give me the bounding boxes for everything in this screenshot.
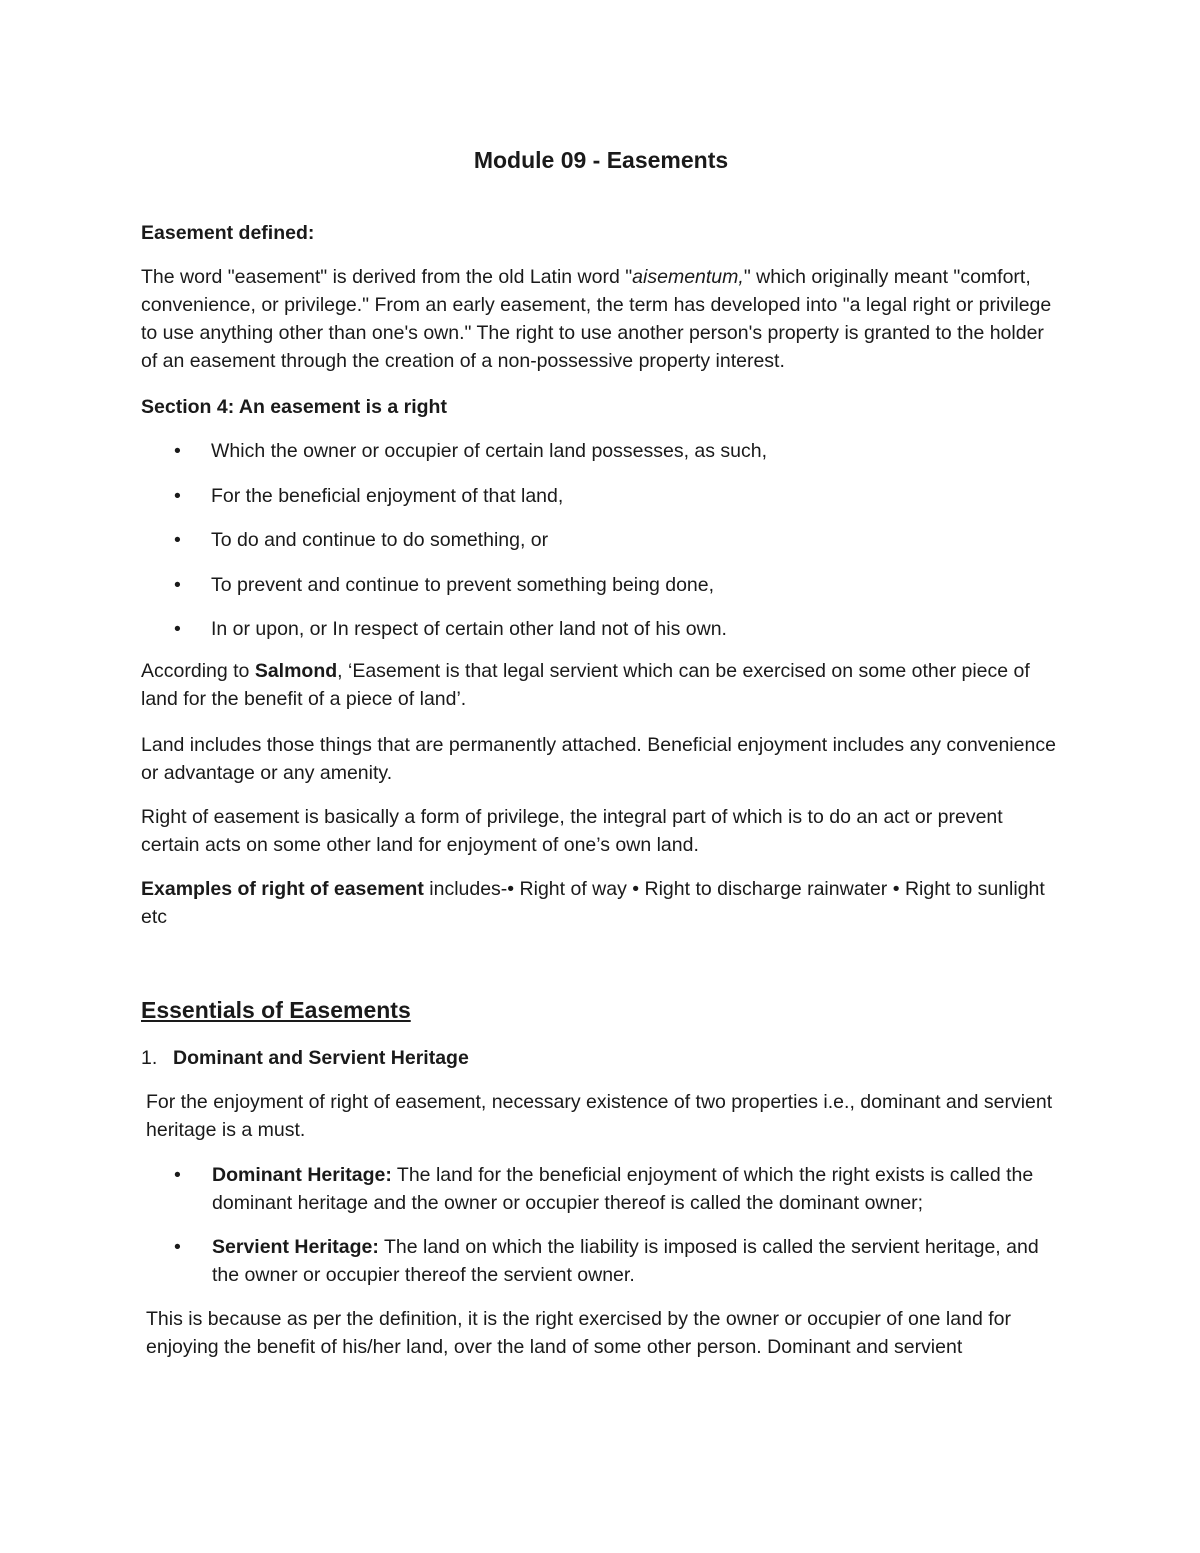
numbered-item-title: 1. Dominant and Servient Heritage <box>141 1044 469 1072</box>
essentials-heading: Essentials of Easements <box>141 997 411 1023</box>
definition-heading: Easement defined: <box>141 222 315 244</box>
latin-word: aisementum, <box>632 266 744 288</box>
page-title: Module 09 - Easements <box>473 147 729 173</box>
salmond-paragraph: According to Salmond, ‘Easement is that legal servient which can be exercised on some other piece of land for the benefit of a piece of land’. <box>141 660 1030 710</box>
bullet-icon: • <box>174 573 181 596</box>
definition-paragraph <box>141 263 1061 375</box>
bullet-icon: • <box>174 529 181 551</box>
definition-text-start: The word "easement" is derived from the old Latin word " <box>141 266 633 288</box>
dominant-heritage-label: Dominant Heritage: <box>212 1164 392 1186</box>
essentials-intro: For the enjoyment of right of easement, necessary existence of two properties i.e., dominant and servient heritage is a must. <box>146 1091 1053 1141</box>
list-item: • For the beneficial enjoyment of that land, <box>141 482 1061 510</box>
land-paragraph: Land includes those things that are permanently attached. Beneficial enjoyment includes any convenience or advantage or any amenity. <box>141 734 1056 784</box>
salmond-name: Salmond <box>254 660 338 682</box>
bullet-icon: • <box>174 484 181 507</box>
examples-paragraph: Examples of right of easement includes-• Right of way • Right to discharge rainwater • Right to sunlight etc <box>141 878 1045 928</box>
closing-paragraph: This is because as per the definition, it is the right exercised by the owner or occupier of one land for enjoying the benefit of his/her land, over the land of some other person. Dominant and servient <box>146 1308 1011 1358</box>
list-item: • Which the owner or occupier of certain land possesses, as such, <box>141 437 1061 465</box>
bullet-icon: • <box>174 618 181 640</box>
bullet-icon: • <box>174 1236 181 1258</box>
list-item: • To do and continue to do something, or <box>141 526 1061 554</box>
list-item: • Dominant Heritage: The land for the beneficial enjoyment of which the right exists is called the dominant heritage and the owner or occupier thereof is called the dominant owner; <box>146 1161 1056 1217</box>
heritage-list <box>146 1161 1056 1305</box>
list-item: • In or upon, or In respect of certain other land not of his own. <box>141 615 1061 643</box>
bullet-icon: • <box>174 440 181 462</box>
right-paragraph: Right of easement is basically a form of privilege, the integral part of which is to do an act or prevent certain acts on some other land for enjoyment of one’s own land. <box>141 806 1003 856</box>
section4-list <box>141 437 1061 660</box>
bullet-icon: • <box>174 1164 181 1186</box>
list-item: • To prevent and continue to prevent something being done, <box>141 571 1061 599</box>
list-item: • Servient Heritage: The land on which the liability is imposed is called the servient heritage, and the owner or occupier thereof the servient owner. <box>146 1233 1056 1289</box>
item-number: 1. <box>141 1047 158 1069</box>
servient-heritage-label: Servient Heritage: <box>212 1236 379 1258</box>
section4-heading: Section 4: An easement is a right <box>141 396 447 418</box>
definition-text-end: " which originally meant "comfort, convenience, or privilege." From an early easement, the term has developed into "a legal right or privilege to use anything other than one's own." The right to use another person's property is granted to the holder of an easement through the creation of a non-possessive property interest. <box>141 266 1052 372</box>
